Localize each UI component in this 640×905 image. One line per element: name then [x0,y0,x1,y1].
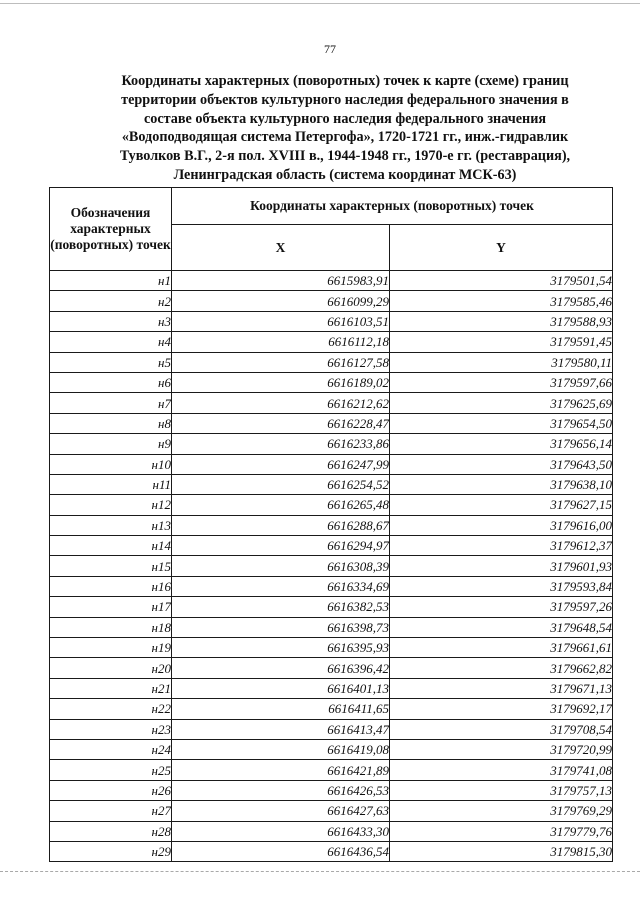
table-row [50,413,613,433]
page-number: 77 [324,42,336,56]
x-cell: 6616419,08 [172,739,390,759]
point-cell: н6 [50,372,172,392]
point-cell: н2 [50,291,172,311]
y-cell: 3179638,10 [390,474,613,494]
point-cell: н14 [50,536,172,556]
header-designation: Обозначения характерных (поворотных) точек [50,188,172,271]
table-row [50,780,613,800]
table-row [50,739,613,759]
x-cell: 6616411,65 [172,699,390,719]
top-scan-rule [0,3,640,4]
point-cell: н13 [50,515,172,535]
y-cell: 3179661,61 [390,638,613,658]
y-cell: 3179616,00 [390,515,613,535]
x-cell: 6616103,51 [172,311,390,331]
y-cell: 3179692,17 [390,699,613,719]
x-cell: 6616436,54 [172,841,390,861]
x-cell: 6615983,91 [172,271,390,291]
table-row [50,495,613,515]
table-row [50,576,613,596]
table-header [50,188,613,271]
y-cell: 3179671,13 [390,678,613,698]
y-cell: 3179815,30 [390,841,613,861]
y-cell: 3179643,50 [390,454,613,474]
table-row [50,311,613,331]
title-line: «Водоподводящая система Петергофа», 1720-1721 гг., инж.-гидравлик [121,129,569,146]
y-cell: 3179654,50 [390,413,613,433]
x-cell: 6616112,18 [172,332,390,352]
table-row [50,352,613,372]
x-cell: 6616288,67 [172,515,390,535]
x-cell: 6616396,42 [172,658,390,678]
x-cell: 6616212,62 [172,393,390,413]
y-cell: 3179588,93 [390,311,613,331]
y-cell: 3179585,46 [390,291,613,311]
header-coordinates: Координаты характерных (поворотных) точек [172,188,613,225]
table-row [50,597,613,617]
document-title [70,72,620,185]
y-cell: 3179627,15 [390,495,613,515]
point-cell: н9 [50,434,172,454]
point-cell: н1 [50,271,172,291]
point-cell: н29 [50,841,172,861]
y-cell: 3179656,14 [390,434,613,454]
y-cell: 3179625,69 [390,393,613,413]
point-cell: н22 [50,699,172,719]
point-cell: н10 [50,454,172,474]
x-cell: 6616426,53 [172,780,390,800]
y-cell: 3179769,29 [390,801,613,821]
header-y: Y [390,225,613,271]
point-cell: н28 [50,821,172,841]
point-cell: н8 [50,413,172,433]
y-cell: 3179597,26 [390,597,613,617]
table-row [50,638,613,658]
x-cell: 6616433,30 [172,821,390,841]
point-cell: н4 [50,332,172,352]
x-cell: 6616247,99 [172,454,390,474]
x-cell: 6616427,63 [172,801,390,821]
coordinates-table [49,187,613,862]
table-row [50,372,613,392]
x-cell: 6616254,52 [172,474,390,494]
table-row [50,454,613,474]
y-cell: 3179597,66 [390,372,613,392]
point-cell: н5 [50,352,172,372]
table-row [50,393,613,413]
table-body [50,271,613,862]
y-cell: 3179720,99 [390,739,613,759]
point-cell: н27 [50,801,172,821]
x-cell: 6616233,86 [172,434,390,454]
table-row [50,474,613,494]
title-line: Координаты характерных (поворотных) точек к карте (схеме) границ [121,73,569,89]
x-cell: 6616189,02 [172,372,390,392]
table-row [50,841,613,861]
title-line: составе объекта культурного наследия федерального значения [143,110,547,127]
x-cell: 6616334,69 [172,576,390,596]
x-cell: 6616228,47 [172,413,390,433]
table-row [50,699,613,719]
title-line: Ленинградская область (система координат МСК-63) [173,166,517,183]
y-cell: 3179612,37 [390,536,613,556]
y-cell: 3179662,82 [390,658,613,678]
header-x: X [172,225,390,271]
point-cell: н11 [50,474,172,494]
x-cell: 6616382,53 [172,597,390,617]
point-cell: н24 [50,739,172,759]
table-row [50,271,613,291]
table-row [50,801,613,821]
x-cell: 6616265,48 [172,495,390,515]
table-row [50,821,613,841]
point-cell: н16 [50,576,172,596]
point-cell: н17 [50,597,172,617]
table-row [50,719,613,739]
y-cell: 3179779,76 [390,821,613,841]
point-cell: н3 [50,311,172,331]
y-cell: 3179580,11 [390,352,613,372]
title-line: территории объектов культурного наследия федерального значения в [121,91,569,108]
point-cell: н15 [50,556,172,576]
y-cell: 3179648,54 [390,617,613,637]
point-cell: н19 [50,638,172,658]
x-cell: 6616401,13 [172,678,390,698]
point-cell: н20 [50,658,172,678]
y-cell: 3179601,93 [390,556,613,576]
table-row [50,658,613,678]
point-cell: н18 [50,617,172,637]
table-row [50,291,613,311]
y-cell: 3179501,54 [390,271,613,291]
x-cell: 6616395,93 [172,638,390,658]
point-cell: н23 [50,719,172,739]
y-cell: 3179708,54 [390,719,613,739]
x-cell: 6616294,97 [172,536,390,556]
y-cell: 3179593,84 [390,576,613,596]
point-cell: н12 [50,495,172,515]
x-cell: 6616127,58 [172,352,390,372]
x-cell: 6616398,73 [172,617,390,637]
table-row [50,678,613,698]
table-row [50,434,613,454]
x-cell: 6616308,39 [172,556,390,576]
table-row [50,332,613,352]
point-cell: н26 [50,780,172,800]
point-cell: н7 [50,393,172,413]
point-cell: н25 [50,760,172,780]
y-cell: 3179591,45 [390,332,613,352]
x-cell: 6616099,29 [172,291,390,311]
table-row [50,760,613,780]
table-row [50,617,613,637]
table-row [50,515,613,535]
title-line: Туволков В.Г., 2-я пол. XVIII в., 1944-1948 гг., 1970-е гг. (реставрация), [119,148,571,165]
table-row [50,536,613,556]
x-cell: 6616421,89 [172,760,390,780]
bottom-scan-rule [0,871,640,872]
point-cell: н21 [50,678,172,698]
x-cell: 6616413,47 [172,719,390,739]
y-cell: 3179741,08 [390,760,613,780]
y-cell: 3179757,13 [390,780,613,800]
table-row [50,556,613,576]
